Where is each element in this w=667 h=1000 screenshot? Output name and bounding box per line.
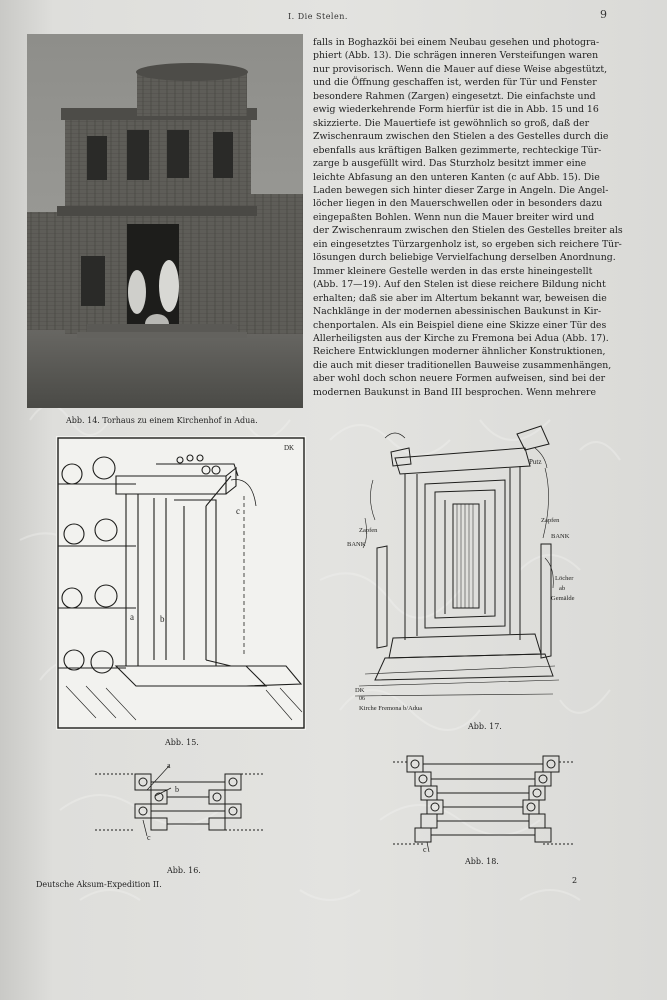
photo-caption: Abb. 14. Torhaus zu einem Kirchenhof in Adua. xyxy=(66,416,258,425)
fig17-place: Kirche Fremona b/Adua xyxy=(359,705,423,712)
fig17-loecher-ab: ab xyxy=(559,585,566,592)
text-line: erhalten; daß sie aber im Altertum bekannt war, beweisen die xyxy=(313,292,607,304)
text-line: chenportalen. Als ein Beispiel diene eine Skizze einer Tür des xyxy=(313,319,607,331)
text-line: lösungen durch beliebige Vervielfachung derselben Anordnung. xyxy=(313,252,616,264)
fig15-label-b: b xyxy=(160,614,165,624)
body-text xyxy=(313,36,623,399)
figure-15-door-sketch xyxy=(56,436,306,730)
figure-16-caption: Abb. 16. xyxy=(167,866,201,875)
text-line: eingepaßten Bohlen. Wenn nun die Mauer breiter wird und xyxy=(313,211,595,223)
fig18-label-c: c xyxy=(423,845,427,852)
text-line: zarge b ausgefüllt wird. Das Sturzholz besitzt immer eine xyxy=(313,158,587,170)
text-line: nur provisorisch. Wenn die Mauer auf diese Weise abgestützt, xyxy=(313,63,608,75)
text-line: ewig wiederkehrende Form hierfür ist die in Abb. 15 und 16 xyxy=(313,104,599,116)
text-line: (Abb. 17—19). Auf den Stelen ist diese reichere Bildung nicht xyxy=(313,279,606,291)
fig16-label-c: c xyxy=(147,833,151,840)
fig17-putz: Putz xyxy=(529,458,542,466)
chapter-title: I. Die Stelen. xyxy=(288,12,348,21)
text-line: Allerheiligsten aus der Kirche zu Fremona bei Adua (Abb. 17). xyxy=(313,332,609,344)
text-line: Nachklänge in der modernen abessinischen Baukunst in Kir- xyxy=(313,306,602,318)
text-line: Immer kleinere Gestelle werden in das erste hineingestellt xyxy=(313,265,593,277)
fig16-label-a: a xyxy=(167,761,171,770)
fig17-zapfen-left: Zapfen xyxy=(359,527,378,534)
text-line: modernen Baukunst in Band III besprochen. Wenn mehrere xyxy=(313,386,596,398)
text-line: falls in Boghazköi bei einem Neubau gesehen und photogra- xyxy=(313,37,600,48)
text-line: ein eingesetztes Türzargenholz ist, so ergeben sich reichere Tür- xyxy=(313,238,622,250)
text-line: löcher liegen in den Mauerschwellen oder in besonders dazu xyxy=(313,198,603,210)
fig15-label-c: c xyxy=(236,506,240,516)
figure-15-caption: Abb. 15. xyxy=(165,738,199,747)
fig17-loecher: Löcher xyxy=(555,575,574,582)
text-line: phiert (Abb. 13). Die schrägen inneren Versteifungen waren xyxy=(313,50,599,62)
text-line: leichte Abfasung an den unteren Kanten (c auf Abb. 15). Die xyxy=(313,171,600,183)
figure-17-church-door-sketch xyxy=(345,408,575,726)
photo-torhaus xyxy=(27,34,303,408)
figure-18-caption: Abb. 18. xyxy=(465,857,499,866)
text-line: ebenfalls aus kräftigen Balken gezimmerte, rechteckige Tür- xyxy=(313,144,602,156)
text-line: die auch mit dieser traditionellen Bauweise zusammenhängen, xyxy=(313,359,612,371)
fig17-year: 06 xyxy=(359,696,365,702)
fig17-zapfen-right: Zapfen xyxy=(541,517,560,524)
fig16-label-b: b xyxy=(175,785,179,794)
running-header xyxy=(0,8,667,26)
fig17-bank-right: BANK xyxy=(551,533,570,540)
text-line: der Zwischenraum zwischen den Stielen des Gestelles breiter als xyxy=(313,225,623,237)
page-number: 9 xyxy=(600,8,607,21)
fig15-label-a: a xyxy=(130,612,134,622)
fig17-gemaelde: Gemälde xyxy=(551,595,575,602)
fig15-signature: DK xyxy=(284,444,295,452)
text-line: Laden bewegen sich hinter dieser Zarge in Angeln. Die Angel- xyxy=(313,184,609,196)
figure-16-plan xyxy=(95,760,265,840)
fig17-signature: DK xyxy=(355,687,365,694)
footer-publication: Deutsche Aksum-Expedition II. xyxy=(36,880,162,889)
text-line: Zwischenraum zwischen den Stielen a des Gestelles durch die xyxy=(313,131,609,143)
figure-17-caption: Abb. 17. xyxy=(468,722,502,731)
text-line: Reichere Entwicklungen moderner ähnlicher Konstruktionen, xyxy=(313,346,606,358)
text-line: besondere Rahmen (Zargen) eingesetzt. Die einfachste und xyxy=(313,90,596,102)
figure-18-plan xyxy=(393,748,573,852)
fig17-bank-left: BANK xyxy=(347,541,366,548)
footer-signature-mark: 2 xyxy=(572,876,578,885)
text-line: aber wohl doch schon neuere Formen aufweisen, sind bei der xyxy=(313,373,606,385)
text-line: skizzierte. Die Mauertiefe ist gewöhnlich so groß, daß der xyxy=(313,117,590,129)
text-line: und die Öffnung geschaffen ist, werden für Tür und Fenster xyxy=(313,77,597,89)
